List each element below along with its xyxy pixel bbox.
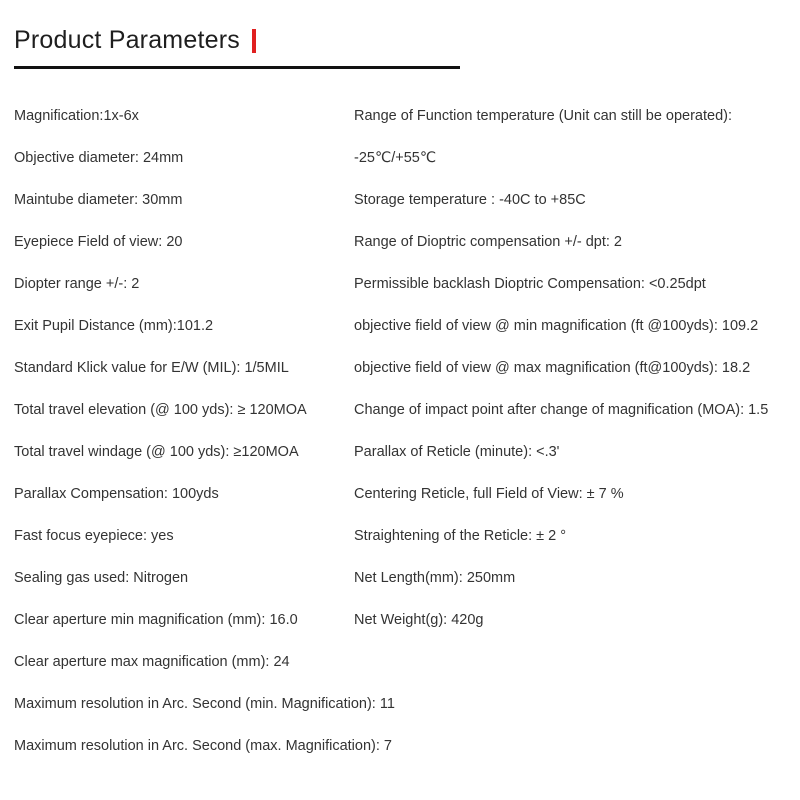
spec-list-right	[354, 106, 768, 652]
spec-fast-focus-eyepiece: Fast focus eyepiece: yes	[14, 528, 174, 544]
spec-parallax-of-reticle: Parallax of Reticle (minute): <.3'	[354, 444, 560, 460]
spec-impact-point-change: Change of impact point after change of magnification (MOA): 1.5	[354, 402, 769, 418]
spec-exit-pupil-distance: Exit Pupil Distance (mm):101.2	[14, 318, 214, 334]
spec-objective-diameter: Objective diameter: 24mm	[14, 150, 184, 166]
spec-clear-aperture-max: Clear aperture max magnification (mm): 24	[14, 654, 290, 670]
spec-sealing-gas: Sealing gas used: Nitrogen	[14, 570, 189, 586]
spec-max-resolution-max: Maximum resolution in Arc. Second (max. Magnification): 7	[14, 738, 392, 754]
spec-backlash-compensation: Permissible backlash Dioptric Compensation: <0.25dpt	[354, 276, 706, 292]
spec-straightening-reticle: Straightening of the Reticle: ± 2 °	[354, 528, 567, 544]
spec-fov-min-magnification: objective field of view @ min magnification (ft @100yds): 109.2	[354, 318, 759, 334]
spec-diopter-range: Diopter range +/-: 2	[14, 276, 140, 292]
spec-list-left	[14, 106, 395, 778]
spec-centering-reticle: Centering Reticle, full Field of View: ± 7 %	[354, 486, 624, 502]
title-accent-bar	[252, 29, 256, 53]
spec-storage-temperature: Storage temperature : -40C to +85C	[354, 192, 586, 208]
spec-klick-value: Standard Klick value for E/W (MIL): 1/5MIL	[14, 360, 289, 376]
spec-max-resolution-min: Maximum resolution in Arc. Second (min. Magnification): 11	[14, 696, 395, 712]
spec-function-temperature-value: -25℃/+55℃	[354, 150, 437, 166]
page-header	[14, 26, 256, 55]
spec-parallax-compensation: Parallax Compensation: 100yds	[14, 486, 219, 502]
title-underline-divider	[14, 66, 460, 69]
spec-net-weight: Net Weight(g): 420g	[354, 612, 484, 628]
spec-eyepiece-field-of-view: Eyepiece Field of view: 20	[14, 234, 183, 250]
spec-fov-max-magnification: objective field of view @ max magnification (ft@100yds): 18.2	[354, 360, 751, 376]
spec-net-length: Net Length(mm): 250mm	[354, 570, 516, 586]
spec-maintube-diameter: Maintube diameter: 30mm	[14, 192, 183, 208]
spec-function-temperature-label: Range of Function temperature (Unit can still be operated):	[354, 108, 733, 124]
spec-clear-aperture-min: Clear aperture min magnification (mm): 16.0	[14, 612, 298, 628]
spec-travel-elevation: Total travel elevation (@ 100 yds): ≥ 120MOA	[14, 402, 307, 418]
page-title: Product Parameters	[14, 26, 240, 54]
spec-dioptric-compensation: Range of Dioptric compensation +/- dpt: 2	[354, 234, 622, 250]
spec-magnification: Magnification:1x-6x	[14, 108, 139, 124]
spec-travel-windage: Total travel windage (@ 100 yds): ≥120MOA	[14, 444, 299, 460]
